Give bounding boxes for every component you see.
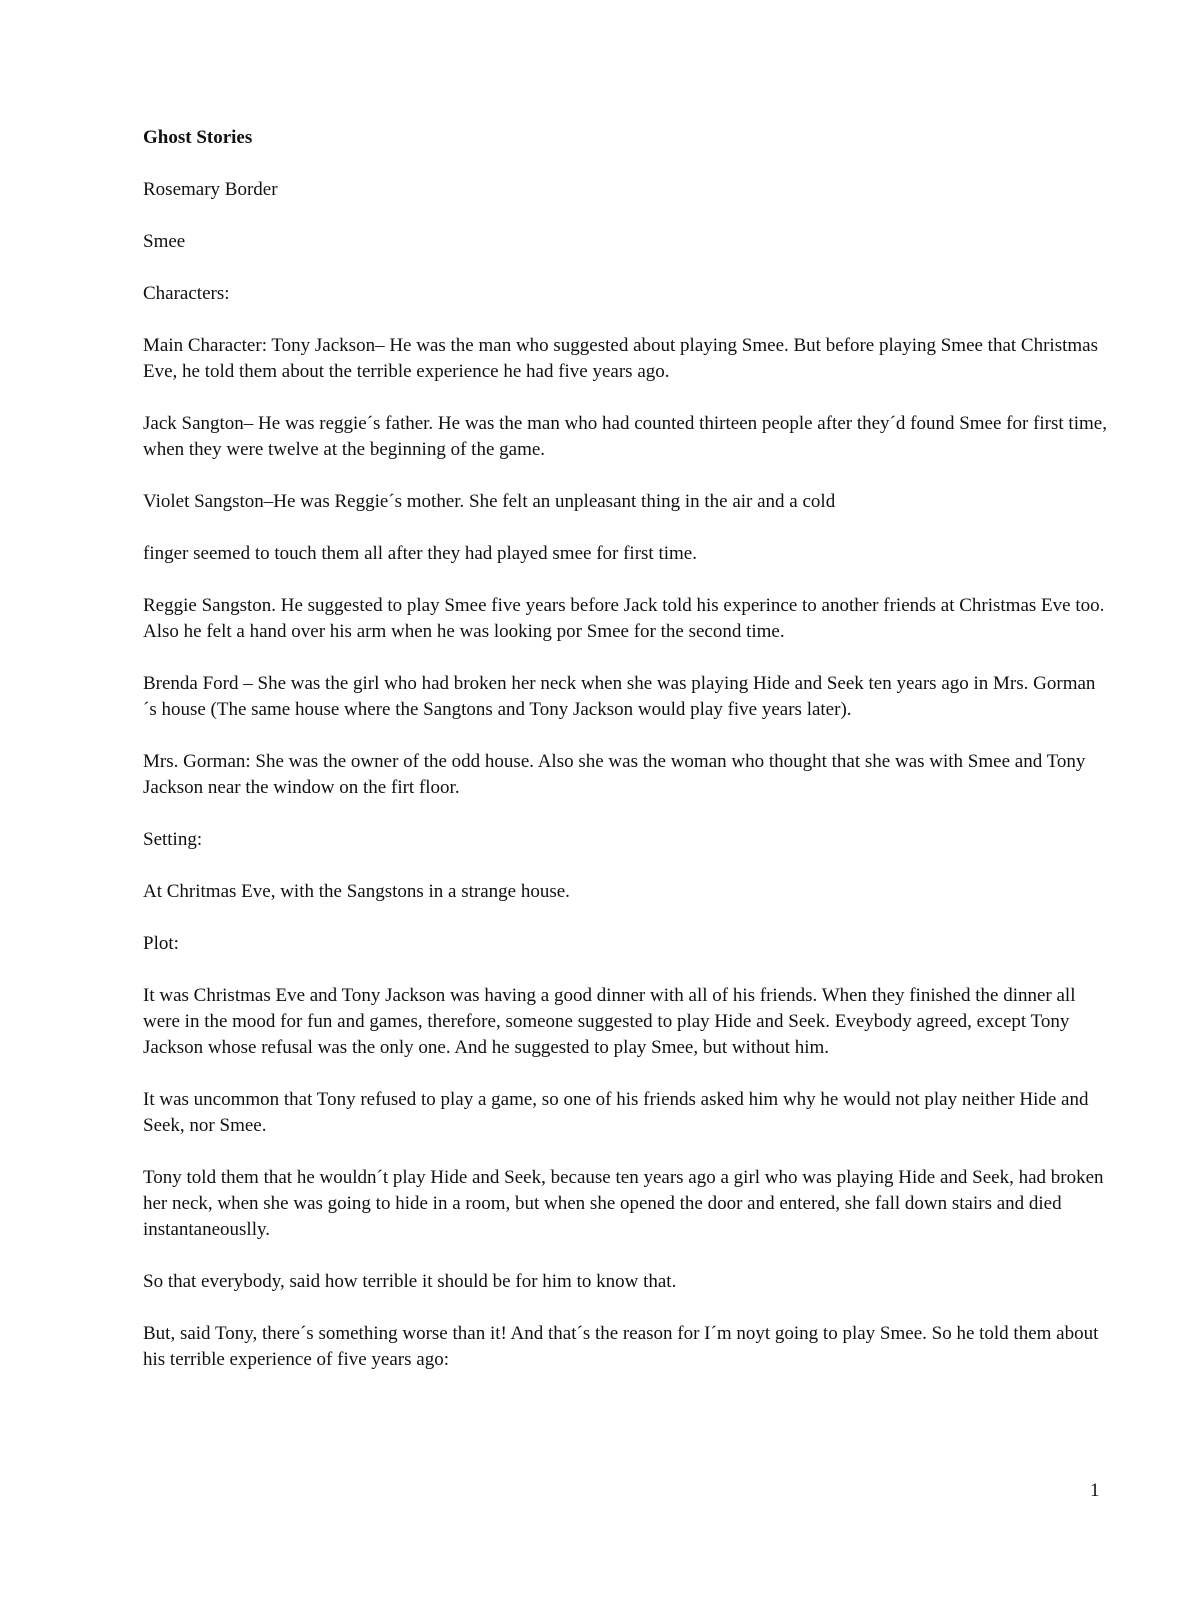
character-paragraph: Violet Sangston–He was Reggie´s mother. She felt an unpleasant thing in the air and a cold	[143, 491, 836, 512]
character-paragraph: Reggie Sangston. He suggested to play Smee five years before Jack told his experince to another friends at Christmas Eve too. Also he felt a hand over his arm when he was looking por Smee for the second time.	[143, 595, 1105, 642]
document-body	[143, 125, 1108, 1399]
character-paragraph: finger seemed to touch them all after they had played smee for first time.	[143, 543, 697, 564]
author-line: Rosemary Border	[143, 179, 278, 200]
plot-paragraph: It was uncommon that Tony refused to play a game, so one of his friends asked him why he would not play neither Hide and Seek, nor Smee.	[143, 1089, 1089, 1136]
plot-paragraph: But, said Tony, there´s something worse than it! And that´s the reason for I´m noyt going to play Smee. So he told them about his terrible experience of five years ago:	[143, 1323, 1099, 1370]
plot-paragraph: Tony told them that he wouldn´t play Hide and Seek, because ten years ago a girl who was playing Hide and Seek, had broken her neck, when she was going to hide in a room, but when she opened the door and entered, she fall down stairs and died instantaneouslly.	[143, 1167, 1104, 1240]
character-paragraph: Main Character: Tony Jackson– He was the man who suggested about playing Smee. But before playing Smee that Christmas Eve, he told them about the terrible experience he had five years ago.	[143, 335, 1098, 382]
document-title: Ghost Stories	[143, 127, 253, 148]
character-paragraph: Brenda Ford – She was the girl who had broken her neck when she was playing Hide and Seek ten years ago in Mrs. Gorman´s house (The same house where the Sangtons and Tony Jackson would play five years later).	[143, 673, 1096, 720]
setting-heading: Setting:	[143, 829, 203, 850]
plot-paragraph: So that everybody, said how terrible it should be for him to know that.	[143, 1271, 677, 1292]
character-paragraph: Jack Sangton– He was reggie´s father. He was the man who had counted thirteen people after they´d found Smee for first time, when they were twelve at the beginning of the game.	[143, 413, 1107, 460]
plot-paragraph: It was Christmas Eve and Tony Jackson was having a good dinner with all of his friends. When they finished the dinner all were in the mood for fun and games, therefore, someone suggested to play Hide and Seek. Eveybody agreed, except Tony Jackson whose refusal was the only one. And he suggested to play Smee, but without him.	[143, 985, 1076, 1058]
plot-heading: Plot:	[143, 933, 179, 954]
character-paragraph: Mrs. Gorman: She was the owner of the odd house. Also she was the woman who thought that she was with Smee and Tony Jackson near the window on the firt floor.	[143, 751, 1086, 798]
characters-heading: Characters:	[143, 283, 230, 304]
story-title: Smee	[143, 231, 186, 252]
setting-paragraph: At Chritmas Eve, with the Sangstons in a strange house.	[143, 881, 570, 902]
page-number: 1	[1090, 1480, 1100, 1501]
